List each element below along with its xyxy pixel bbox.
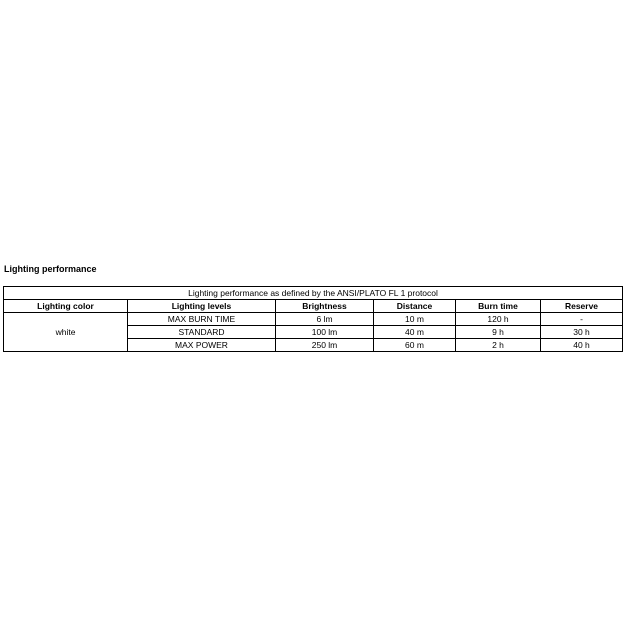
burn-time-cell: 9 h — [456, 326, 541, 339]
brightness-cell: 100 lm — [276, 326, 374, 339]
reserve-cell: 30 h — [541, 326, 623, 339]
burn-time-cell: 2 h — [456, 339, 541, 352]
table-caption: Lighting performance as defined by the ANSI/PLATO FL 1 protocol — [4, 287, 623, 300]
lighting-performance-table — [3, 286, 623, 352]
distance-cell: 60 m — [374, 339, 456, 352]
table-row — [4, 313, 623, 326]
header-burn-time: Burn time — [456, 300, 541, 313]
header-distance: Distance — [374, 300, 456, 313]
distance-cell: 40 m — [374, 326, 456, 339]
reserve-cell: - — [541, 313, 623, 326]
lighting-level-cell: STANDARD — [128, 326, 276, 339]
header-reserve: Reserve — [541, 300, 623, 313]
table-header-row — [4, 300, 623, 313]
brightness-cell: 6 lm — [276, 313, 374, 326]
header-lighting-color: Lighting color — [4, 300, 128, 313]
reserve-cell: 40 h — [541, 339, 623, 352]
table-caption-row — [4, 287, 623, 300]
brightness-cell: 250 lm — [276, 339, 374, 352]
lighting-level-cell: MAX BURN TIME — [128, 313, 276, 326]
lighting-color-cell: white — [4, 313, 128, 352]
distance-cell: 10 m — [374, 313, 456, 326]
section-title: Lighting performance — [4, 264, 97, 274]
lighting-level-cell: MAX POWER — [128, 339, 276, 352]
header-lighting-levels: Lighting levels — [128, 300, 276, 313]
burn-time-cell: 120 h — [456, 313, 541, 326]
header-brightness: Brightness — [276, 300, 374, 313]
